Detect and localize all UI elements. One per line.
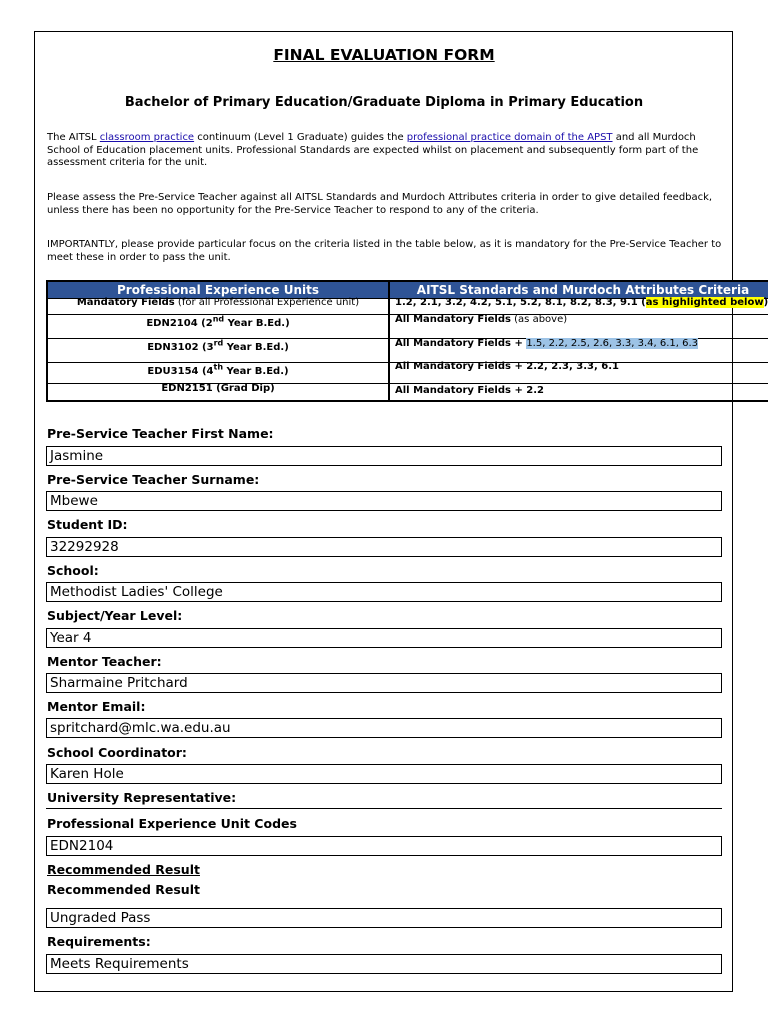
form-title: FINAL EVALUATION FORM bbox=[273, 46, 495, 64]
mentor-teacher-field[interactable]: Sharmaine Pritchard bbox=[46, 673, 722, 693]
table-row: EDN2104 (2nd Year B.Ed.) bbox=[146, 314, 290, 329]
university-rep-field[interactable] bbox=[46, 808, 722, 809]
intro-paragraph: The AITSL classroom practice continuum (Level 1 Graduate) guides the professional practice domain of the APST and all Murdoch School of Education placement units. Professional Standards are expected whilst on placement and subsequently form part of the assessment criteria for the unit. bbox=[47, 132, 699, 168]
first-name-label: Pre-Service Teacher First Name: bbox=[47, 426, 274, 441]
table-row: Mandatory Fields (for all Professional Experience unit) bbox=[76, 297, 360, 308]
table-cell-criteria: All Mandatory Fields + 1.5, 2.2, 2.5, 2.6, 3.3, 3.4, 6.1, 6.3 bbox=[395, 338, 699, 349]
mentor-teacher-label: Mentor Teacher: bbox=[47, 654, 162, 669]
table-cell-criteria: 1.2, 2.1, 3.2, 4.2, 5.1, 5.2, 8.1, 8.2, 8.3, 9.1 (as highlighted below) bbox=[395, 297, 768, 308]
table-row: EDN3102 (3rd Year B.Ed.) bbox=[147, 338, 289, 353]
subject-year-label: Subject/Year Level: bbox=[47, 608, 183, 623]
recommended-result-label: Recommended Result bbox=[47, 882, 200, 897]
important-paragraph: IMPORTANTLY, please provide particular focus on the criteria listed in the table below, as it is mandatory for the Pre-Service Teacher to meet these in order to pass the unit. bbox=[47, 239, 722, 263]
mentor-email-field[interactable]: spritchard@mlc.wa.edu.au bbox=[46, 718, 722, 738]
header-criteria: AITSL Standards and Murdoch Attributes Criteria bbox=[388, 282, 768, 298]
form-subtitle: Bachelor of Primary Education/Graduate Diploma in Primary Education bbox=[124, 95, 644, 110]
table-cell-criteria: All Mandatory Fields + 2.2 bbox=[395, 385, 545, 396]
requirements-field[interactable]: Meets Requirements bbox=[46, 954, 722, 974]
classroom-practice-link[interactable]: classroom practice bbox=[99, 132, 195, 143]
requirements-label: Requirements: bbox=[47, 934, 151, 949]
recommended-result-heading: Recommended Result bbox=[47, 862, 200, 877]
university-rep-label: University Representative: bbox=[47, 790, 237, 805]
surname-field[interactable]: Mbewe bbox=[46, 491, 722, 511]
units-table bbox=[46, 280, 768, 402]
table-row: EDN2151 (Grad Dip) bbox=[161, 383, 275, 394]
student-id-label: Student ID: bbox=[47, 517, 128, 532]
assessment-paragraph: Please assess the Pre-Service Teacher against all AITSL Standards and Murdoch Attributes criteria in order to give detailed feedback, unless there has been no opportunity for the Pre-Service Teacher to respond to any of the criteria. bbox=[47, 192, 713, 216]
header-units: Professional Experience Units bbox=[48, 282, 388, 298]
apst-domain-link[interactable]: professional practice domain of the APST bbox=[406, 132, 613, 143]
surname-label: Pre-Service Teacher Surname: bbox=[47, 472, 260, 487]
student-id-field[interactable]: 32292928 bbox=[46, 537, 722, 557]
school-field[interactable]: Methodist Ladies' College bbox=[46, 582, 722, 602]
unit-codes-label: Professional Experience Unit Codes bbox=[47, 816, 297, 831]
school-label: School: bbox=[47, 563, 99, 578]
school-coordinator-field[interactable]: Karen Hole bbox=[46, 764, 722, 784]
table-cell-criteria: All Mandatory Fields + 2.2, 2.3, 3.3, 6.1 bbox=[395, 361, 620, 372]
subject-year-field[interactable]: Year 4 bbox=[46, 628, 722, 648]
school-coordinator-label: School Coordinator: bbox=[47, 745, 187, 760]
table-cell-criteria: All Mandatory Fields (as above) bbox=[395, 314, 568, 325]
recommended-result-field[interactable]: Ungraded Pass bbox=[46, 908, 722, 928]
unit-codes-field[interactable]: EDN2104 bbox=[46, 836, 722, 856]
mentor-email-label: Mentor Email: bbox=[47, 699, 146, 714]
first-name-field[interactable]: Jasmine bbox=[46, 446, 722, 466]
table-row: EDU3154 (4th Year B.Ed.) bbox=[147, 362, 289, 377]
